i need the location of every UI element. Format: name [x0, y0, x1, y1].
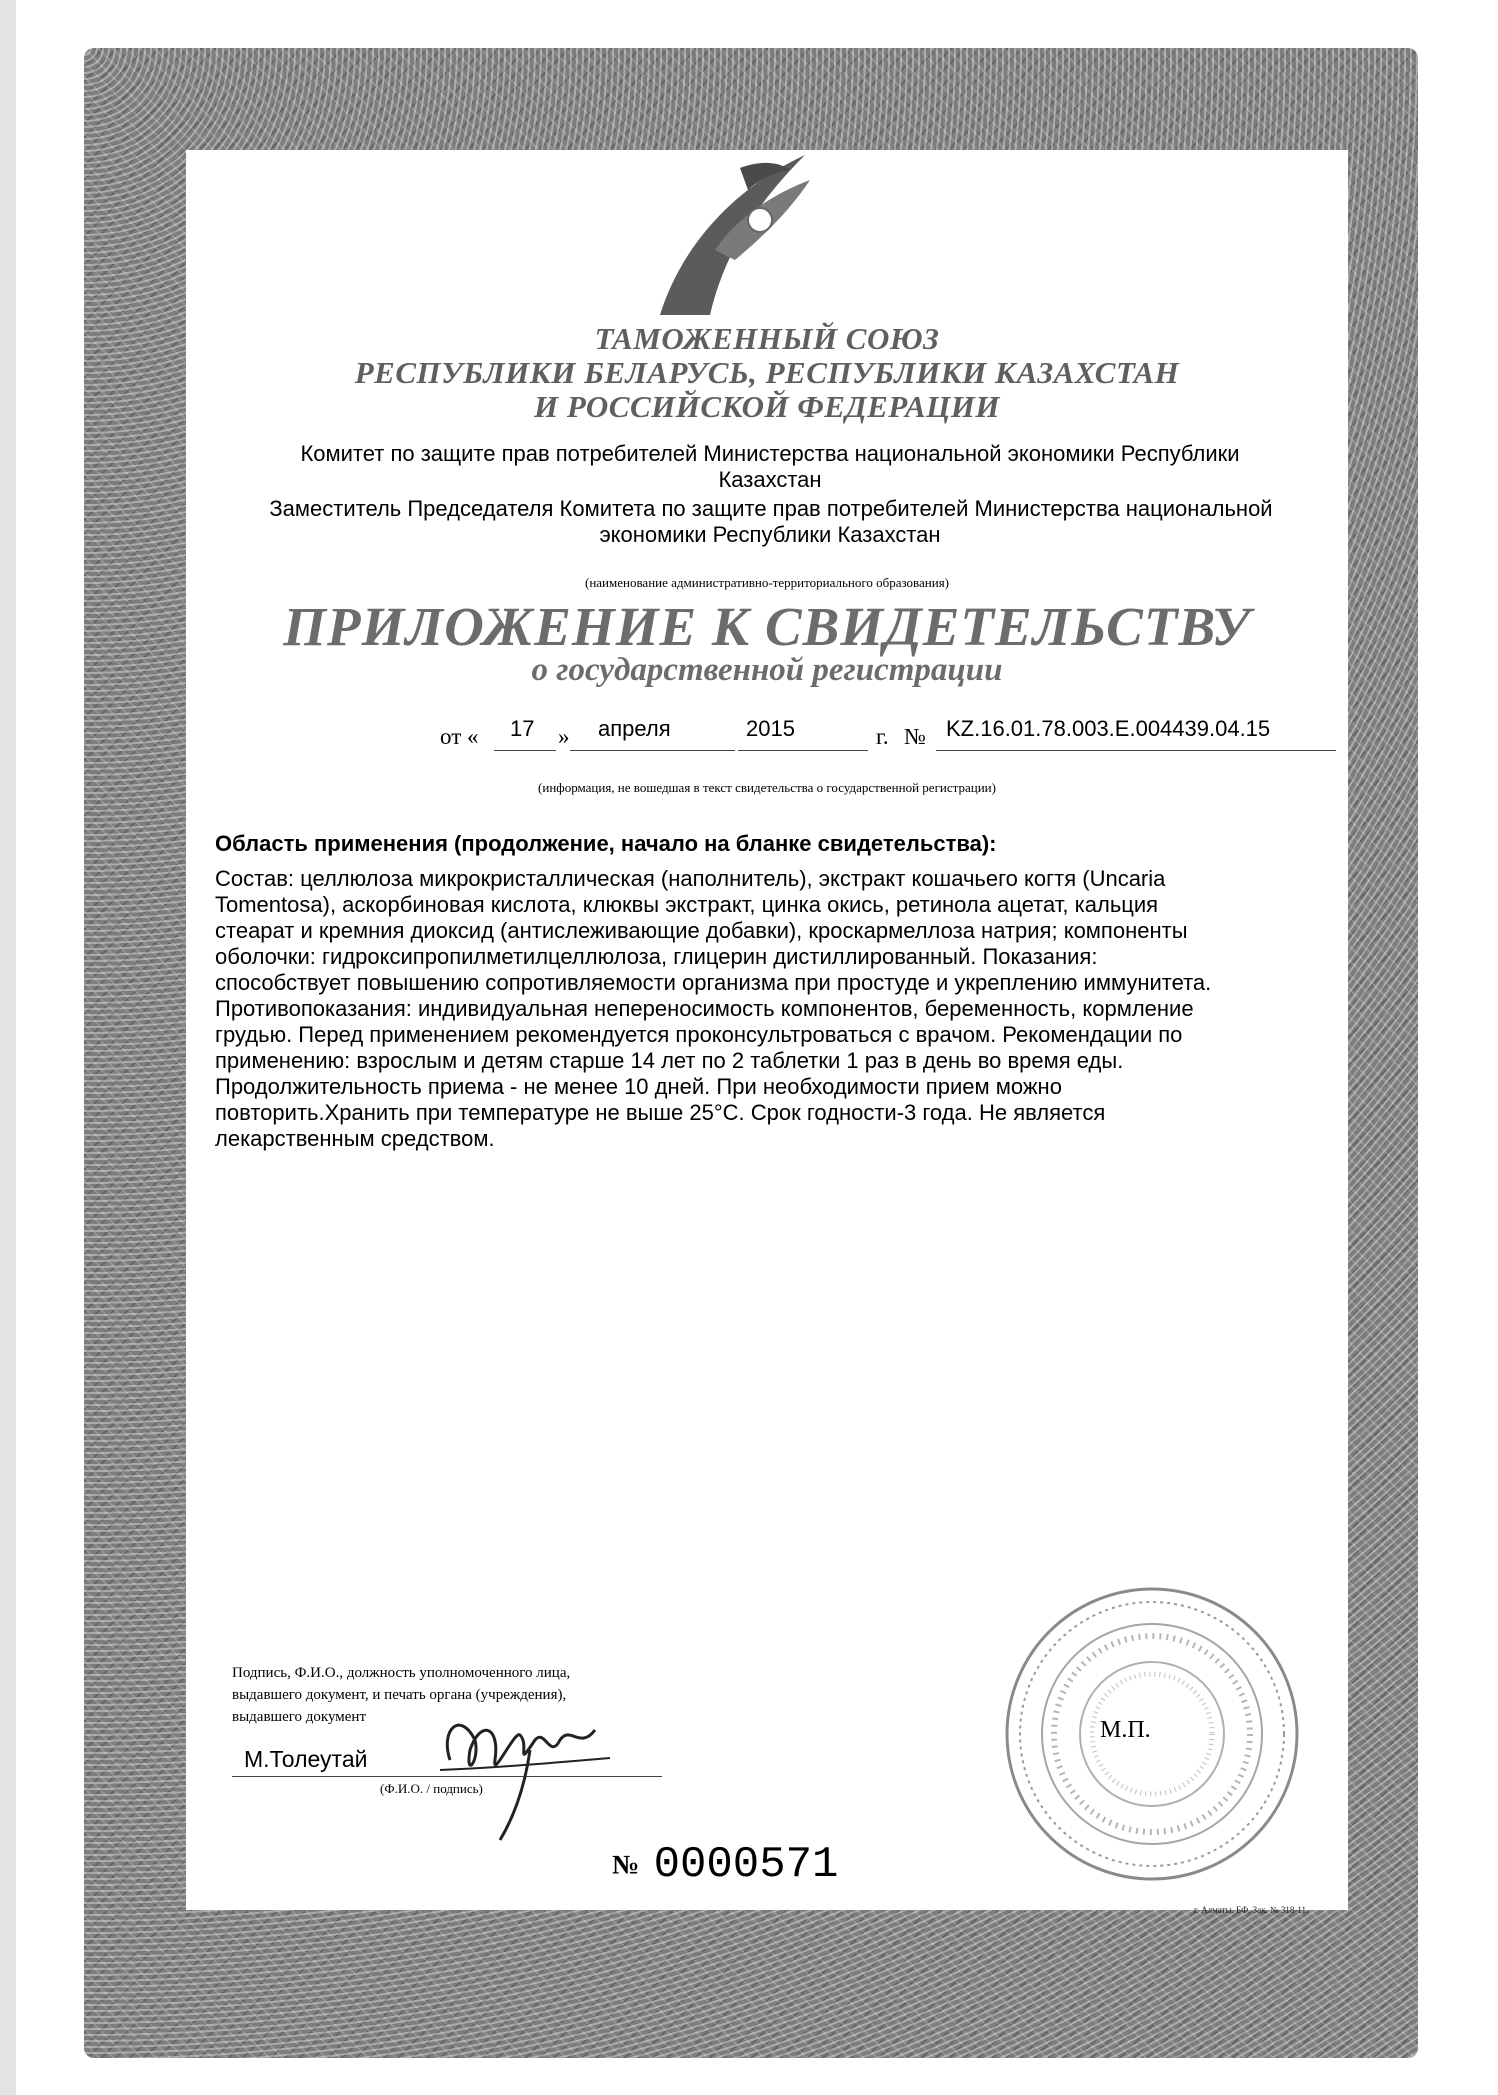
date-year-suffix: г.: [876, 724, 889, 749]
signature-caption-line-1: Подпись, Ф.И.О., должность уполномоченного лица,: [232, 1665, 571, 1681]
date-year: 2015: [746, 716, 795, 741]
application-line-8: применению: взрослым и детям старше 14 лет по 2 таблетки 1 раз в день во время еды.: [215, 1048, 1124, 1073]
info-caption: (информация, не вошедшая в текст свидетельства о государственной регистрации): [538, 780, 996, 795]
signature-caption-line-3: выдавшего документ: [232, 1709, 367, 1725]
application-line-3: стеарат и кремния диоксид (антислеживающие добавки), кроскармеллоза натрия; компоненты: [215, 918, 1188, 943]
application-line-10: повторить.Хранить при температуре не выше 25°С. Срок годности-3 года. Не является: [215, 1100, 1106, 1125]
registration-number: KZ.16.01.78.003.E.004439.04.15: [946, 716, 1271, 741]
document-subtitle: о государственной регистрации: [531, 652, 1003, 688]
authority-caption: (наименование административно-территориального образования): [584, 575, 950, 590]
scan-edge: [0, 0, 16, 2095]
customs-union-emblem: [640, 150, 830, 320]
application-line-11: лекарственным средством.: [215, 1126, 495, 1151]
signer-name: М.Толеутай: [244, 1746, 368, 1772]
official-seal: [1002, 1584, 1302, 1884]
authority-line-4: экономики Республики Казахстан: [599, 522, 941, 547]
union-title-line-3: И РОССИЙСКОЙ ФЕДЕРАЦИИ: [534, 389, 1000, 424]
application-line-2: Tomentosa), аскорбиновая кислота, клюквы экстракт, цинка окись, ретинола ацетат, кальция: [215, 892, 1159, 917]
date-month: апреля: [598, 716, 671, 741]
application-line-9: Продолжительность приема - не менее 10 дней. При необходимости прием можно: [215, 1074, 1062, 1099]
date-and-number-line: [430, 712, 1380, 752]
union-title-line-1: ТАМОЖЕННЫЙ СОЮЗ: [594, 321, 940, 356]
authority-line-3: Заместитель Председателя Комитета по защите прав потребителей Министерства национальной: [269, 496, 1273, 521]
date-from-label: от «: [440, 724, 479, 749]
certificate-serial: [612, 1840, 838, 1890]
application-line-1: Состав: целлюлоза микрокристаллическая (наполнитель), экстракт кошачьего когтя (Uncaria: [215, 866, 1166, 891]
authority-line-1: Комитет по защите прав потребителей Министерства национальной экономики Республики: [300, 441, 1240, 466]
authority-line-2: Казахстан: [718, 467, 822, 492]
date-close-quote: »: [558, 724, 570, 749]
printer-note: г. Алматы. БФ. Зак. № 318-11.: [1194, 1905, 1309, 1915]
number-label: №: [904, 724, 926, 749]
signature-sub-caption: (Ф.И.О. / подпись): [380, 1781, 483, 1796]
application-text: [215, 831, 1345, 1152]
application-line-6: Противопоказания: индивидуальная непереносимость компонентов, беременность, кормление: [215, 996, 1194, 1021]
application-heading: Область применения (продолжение, начало на бланке свидетельства):: [215, 831, 997, 856]
signature-caption-line-2: выдавшего документ, и печать органа (учреждения),: [232, 1687, 567, 1703]
stamp-label: М.П.: [1100, 1717, 1151, 1743]
document-title: ПРИЛОЖЕНИЕ К СВИДЕТЕЛЬСТВУ: [283, 596, 1251, 657]
application-line-4: оболочки: гидроксипропилметилцеллюлоза, глицерин дистиллированный. Показания:: [215, 944, 1098, 969]
serial-sign: №: [612, 1849, 640, 1880]
union-title-line-2: РЕСПУБЛИКИ БЕЛАРУСЬ, РЕСПУБЛИКИ КАЗАХСТАН: [354, 355, 1180, 390]
serial-number: 0000571: [653, 1840, 839, 1890]
handwritten-signature: [420, 1690, 630, 1850]
date-day: 17: [510, 716, 535, 741]
application-line-5: способствует повышению сопротивляемости организма при простуде и укреплению иммунитета.: [215, 970, 1212, 995]
application-line-7: грудью. Перед применением рекомендуется проконсультроваться с врачом. Рекомендации по: [215, 1022, 1183, 1047]
